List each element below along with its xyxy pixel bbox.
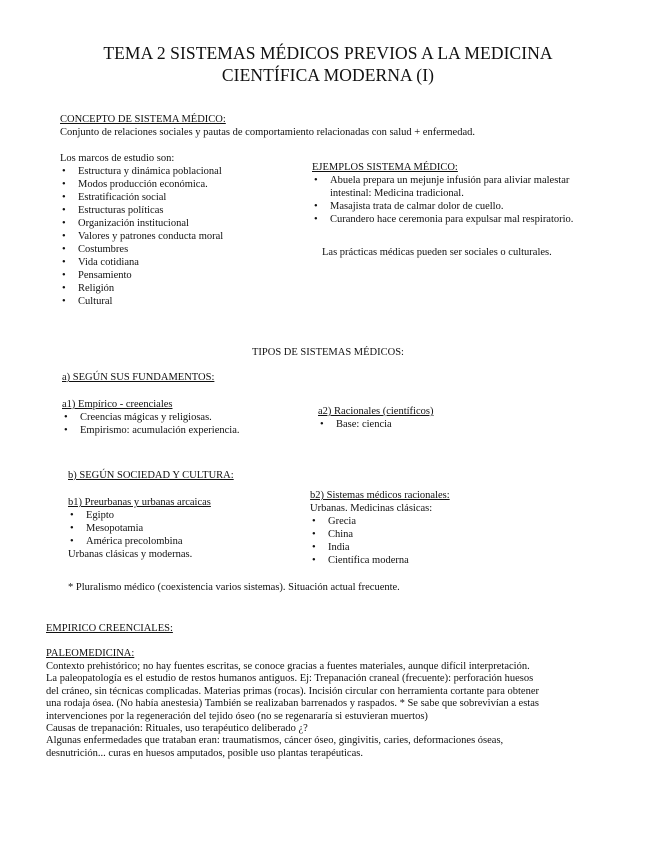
b2-heading: b2) Sistemas médicos racionales: xyxy=(310,490,450,501)
list-item: • Estratificación social xyxy=(60,191,300,204)
paleo-line: desnutrición... curas en huesos amputados, posible uso plantas terapéuticas. xyxy=(46,747,363,759)
paleo-heading: PALEOMEDICINA: xyxy=(46,648,135,659)
empirico-heading: EMPIRICO CREENCIALES: xyxy=(46,623,173,634)
a2-heading: a2) Racionales (científicos) xyxy=(318,406,434,417)
list-item: • Vida cotidiana xyxy=(60,256,300,269)
list-item: • Estructura y dinámica poblacional xyxy=(60,165,300,178)
b1-heading: b1) Preurbanas y urbanas arcaicas xyxy=(68,497,211,508)
ejemplos-note: Las prácticas médicas pueden ser sociales o culturales. xyxy=(322,247,552,258)
marcos-list xyxy=(60,165,300,308)
concepto-heading: CONCEPTO DE SISTEMA MÉDICO: xyxy=(60,114,226,125)
paleo-line: del cráneo, sin técnicas complicadas. Materias primas (rocas). Incisión circular con herramienta cortante para obtener xyxy=(46,685,539,697)
list-item: • Masajista trata de calmar dolor de cuello. xyxy=(312,200,612,213)
list-item: • China xyxy=(310,528,590,541)
list-item: • Curandero hace ceremonia para expulsar mal respiratorio. xyxy=(312,213,612,226)
list-item: • Cultural xyxy=(60,295,300,308)
title-line-2: CIENTÍFICA MODERNA (I) xyxy=(221,65,435,85)
b2-list xyxy=(310,515,590,567)
b1-list xyxy=(68,509,308,548)
list-item: • Estructuras políticas xyxy=(60,204,300,217)
ejemplos-list xyxy=(312,174,612,226)
list-item: • Científica moderna xyxy=(310,554,590,567)
list-item: • Base: ciencia xyxy=(318,418,568,431)
list-item: • Egipto xyxy=(68,509,308,522)
a2-list xyxy=(318,418,568,431)
list-item: • Pensamiento xyxy=(60,269,300,282)
tipos-a-heading: a) SEGÚN SUS FUNDAMENTOS: xyxy=(62,372,215,383)
a1-section xyxy=(62,398,312,437)
paleo-paragraph xyxy=(46,661,611,760)
concepto-definition: Conjunto de relaciones sociales y pautas de comportamiento relacionadas con salud + enfermedad. xyxy=(60,127,475,138)
paleo-line: Contexto prehistórico; no hay fuentes escritas, se conoce gracias a fuentes materiales, aunque difícil interpretación. xyxy=(46,661,530,672)
marcos-heading: Los marcos de estudio son: xyxy=(60,153,175,164)
title-line-1: TEMA 2 SISTEMAS MÉDICOS PREVIOS A LA MEDICINA xyxy=(103,43,553,63)
marcos-section xyxy=(60,152,300,308)
pluralismo-note: * Pluralismo médico (coexistencia varios sistemas). Situación actual frecuente. xyxy=(68,582,400,593)
tipos-heading: TIPOS DE SISTEMAS MÉDICOS: xyxy=(252,347,404,358)
list-item: • Modos producción económica. xyxy=(60,178,300,191)
a1-heading: a1) Empírico - creenciales xyxy=(62,399,173,410)
a1-list xyxy=(62,411,312,437)
paleo-line: una rodaja ósea. (No había anestesia) También se realizaban barrenados y raspados. * Se sabe que sobrevivían a estas xyxy=(46,698,539,710)
b2-sub: Urbanas. Medicinas clásicas: xyxy=(310,503,433,514)
list-item: • América precolombina xyxy=(68,535,308,548)
b1-note: Urbanas clásicas y modernas. xyxy=(68,549,193,560)
list-item: • Organización institucional xyxy=(60,217,300,230)
paleo-line: intervenciones por la regeneración del tejido óseo (no se regenararía si estuvieran muertos) xyxy=(46,710,428,722)
b2-section xyxy=(310,489,590,567)
list-item: • Valores y patrones conducta moral xyxy=(60,230,300,243)
list-item: • Abuela prepara un mejunje infusión para aliviar malestar intestinal: Medicina tradicional. xyxy=(312,174,612,200)
ejemplos-section xyxy=(312,161,612,226)
paleo-line: Causas de trepanación: Rituales, uso terapéutico deliberado ¿? xyxy=(46,723,308,735)
ejemplos-heading: EJEMPLOS SISTEMA MÉDICO: xyxy=(312,162,458,173)
b1-section xyxy=(68,496,308,561)
paleo-line: Algunas enfermedades que trataban eran: traumatismos, cáncer óseo, gingivitis, caries, deformaciones óseas, xyxy=(46,735,504,747)
list-item: • Costumbres xyxy=(60,243,300,256)
a2-section xyxy=(318,405,568,431)
paleo-line: La paleopatología es el estudio de restos humanos antiguos. Ej: Trepanación craneal (frecuente): perforación huesos xyxy=(46,673,534,685)
list-item: • India xyxy=(310,541,590,554)
list-item: • Religión xyxy=(60,282,300,295)
list-item: • Mesopotamia xyxy=(68,522,308,535)
list-item: • Creencias mágicas y religiosas. xyxy=(62,411,312,424)
tipos-b-heading: b) SEGÚN SOCIEDAD Y CULTURA: xyxy=(68,470,234,481)
list-item: • Empirismo: acumulación experiencia. xyxy=(62,424,312,437)
list-item: • Grecia xyxy=(310,515,590,528)
